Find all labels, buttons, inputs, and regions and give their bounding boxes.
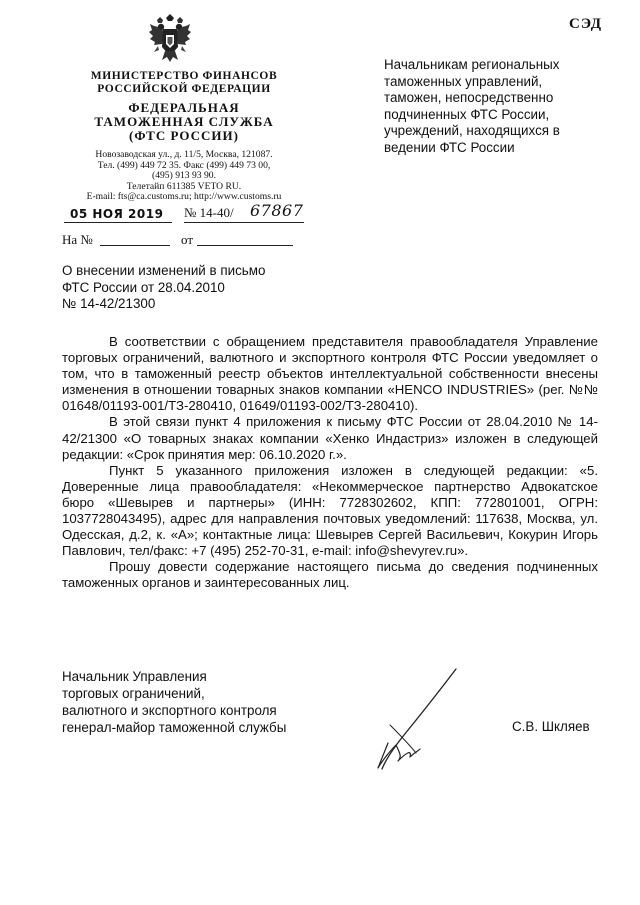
addressee-line: ведении ФТС России <box>384 139 515 155</box>
service-line-1: ФЕДЕРАЛЬНАЯ <box>128 100 240 115</box>
signatory-title-line: валютного и экспортного контроля <box>62 703 277 718</box>
ministry-line-2: РОССИЙСКОЙ ФЕДЕРАЦИИ <box>97 82 271 95</box>
body-paragraph: Пункт 5 указанного приложения изложен в следующей редакции: «5. Доверенные лица правообладателя: «Некоммерческое партнерство Адвокатское бюро «Шевырев и партнеры» (ИНН: 7728302602, КПП: 772801001, ОГРН: 1037728043495), адрес для направления почтовых уведомлений: 117638, Москва, ул. Одесская, д.2, к. «А»; контактные лица: Шевырев Сергей Васильевич, Кокурин Игорь Павлович, тел/факс: +7 (495) 252-70-31, e-mail: info@shevyrev.ru». <box>62 462 598 559</box>
service-line-3: (ФТС РОССИИ) <box>129 128 239 143</box>
addressee-block <box>384 57 604 156</box>
letter-body <box>62 334 598 592</box>
subject-line: О внесении изменений в письмо <box>62 263 266 278</box>
signatory-title <box>62 668 286 736</box>
registration-number-prefix: № 14-40/ <box>184 205 234 220</box>
registration-number-underline <box>184 222 304 223</box>
handwritten-signature-icon <box>360 665 470 775</box>
contact-phone-extra: (495) 913 93 90. <box>152 170 216 182</box>
signatory-title-line: Начальник Управления <box>62 669 207 684</box>
registration-date-stamp: 05 НОЯ 2019 <box>70 207 164 221</box>
document-mark: СЭД <box>569 16 603 32</box>
contact-phone: Тел. (499) 449 72 35. Факс (499) 449 73 00, <box>97 159 271 171</box>
addressee-line: таможен, непосредственно <box>384 90 554 105</box>
body-paragraph: В соответствии с обращением представителя правообладателя Управление торговых ограничений, валютного и экспортного контроля ФТС России уведомляет о том, что в таможенный реестр объектов интеллектуальной собственности внесены изменения в отношении товарных знаков компании «HENCO INDUSTRIES» (рег. №№ 01648/01193-001/ТЗ-280410, 01649/01193-002/ТЗ-280410). <box>62 334 598 414</box>
reference-date-label: от <box>181 232 194 247</box>
signatory-name: С.В. Шкляев <box>512 719 590 734</box>
addressee-line: Начальникам региональных <box>384 57 560 72</box>
reference-number-label: На № <box>62 232 93 247</box>
contact-address: Новозаводская ул., д. 11/5, Москва, 121087. <box>95 149 273 160</box>
service-name <box>64 101 304 143</box>
registration-date-underline <box>64 222 172 223</box>
registration-number-handwritten: 67867 <box>250 201 304 220</box>
coat-of-arms-icon <box>148 14 192 64</box>
addressee-line: подчиненных ФТС России, <box>384 106 550 122</box>
contact-email: E-mail: fts@ca.customs.ru; http://www.customs.ru <box>86 191 282 203</box>
ministry-line-1: МИНИСТЕРСТВО ФИНАНСОВ <box>90 70 278 82</box>
signatory-title-line: генерал-майор таможенной службы <box>62 720 287 735</box>
contact-teletype: Телетайп 611385 VETO RU. <box>126 180 242 192</box>
letter-subject <box>62 263 265 313</box>
body-paragraph: В этой связи пункт 4 приложения к письму ФТС России от 28.04.2010 № 14-42/21300 «О товарных знаках компании «Хенко Индастриз» изложен в следующей редакции: «Срок принятия мер: 06.10.2020 г.». <box>62 414 598 462</box>
subject-line: № 14-42/21300 <box>62 296 156 311</box>
reference-number-blank <box>100 245 170 246</box>
reference-date-blank <box>197 245 293 246</box>
body-paragraph: Прошу довести содержание настоящего письма до сведения подчиненных таможенных органов и заинтересованных лиц. <box>62 559 598 591</box>
ministry-name <box>64 70 304 95</box>
addressee-line: учреждений, находящихся в <box>384 123 560 138</box>
signatory-title-line: торговых ограничений, <box>62 686 205 701</box>
contact-info <box>64 150 304 203</box>
subject-line: ФТС России от 28.04.2010 <box>62 279 225 295</box>
service-line-2: ТАМОЖЕННАЯ СЛУЖБА <box>94 114 274 129</box>
addressee-line: таможенных управлений, <box>384 73 543 89</box>
